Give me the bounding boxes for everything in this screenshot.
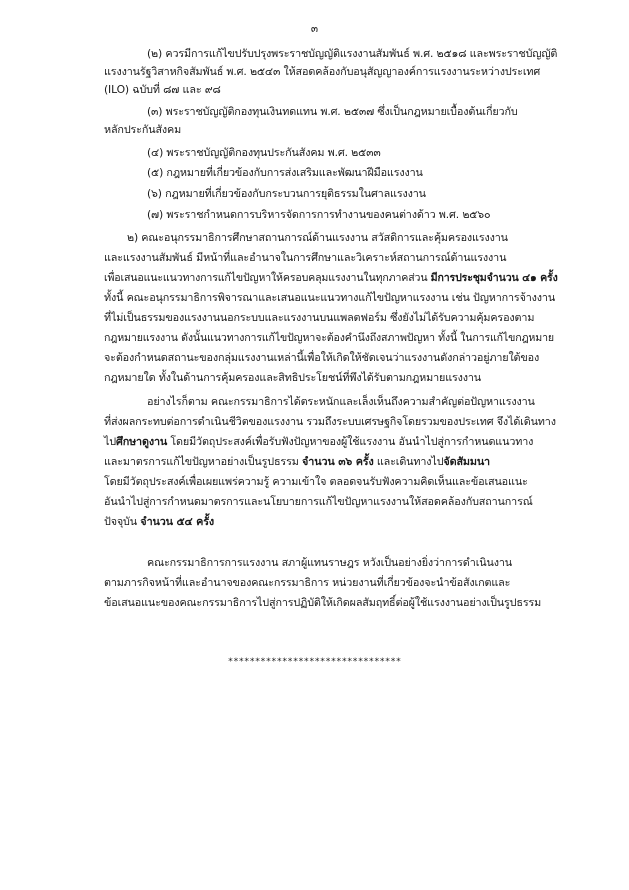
text-run: และมาตรการแก้ไขปัญหาอย่างเป็นรูปธรรม (104, 455, 302, 468)
text-line: แรงงานรัฐวิสาหกิจสัมพันธ์ พ.ศ. ๒๕๔๓ ให้สอดคล้องกับอนุสัญญาองค์การแรงงานระหว่างประเทศ (104, 65, 541, 78)
text-line: อย่างไรก็ตาม คณะกรรมาธิการได้ตระหนักและเล็งเห็นถึงความสำคัญต่อปัญหาแรงงาน (147, 395, 535, 408)
text-run: ปัจจุบัน (104, 515, 141, 528)
text-line (104, 513, 214, 531)
text-line: จะต้องกำหนดสถานะของกลุ่มแรงงานเหล่านี้เพื่อให้เกิดให้ชัดเจนว่าแรงงานดังกล่าวอยู่ภายใต้ของ (104, 351, 540, 364)
text-line: (๖) กฎหมายที่เกี่ยวข้องกับกระบวนการยุติธรรมในศาลแรงงาน (147, 187, 426, 200)
text-line: (๓) พระราชบัญญัติกองทุนเงินทดแทน พ.ศ. ๒๕๓๗ ซึ่งเป็นกฎหมายเบื้องต้นเกี่ยวกับ (147, 105, 518, 118)
text-line: ข้อเสนอแนะของคณะกรรมาธิการไปสู่การปฏิบัติให้เกิดผลสัมฤทธิ์ต่อผู้ใช้แรงงานอย่างเป็นรูปธรรม (104, 596, 542, 609)
text-line: ที่ไม่เป็นธรรมของแรงงานนอกระบบและแรงงานบนแพลตฟอร์ม ซึ่งยังไม่ได้รับความคุ้มครองตาม (104, 311, 535, 324)
text-line: (๕) กฎหมายที่เกี่ยวข้องกับการส่งเสริมและพัฒนาฝีมือแรงงาน (147, 166, 423, 179)
text-line: กฎหมายใด ทั้งในด้านการคุ้มครองและสิทธิประโยชน์ที่พึงได้รับตามกฎหมายแรงงาน (104, 371, 482, 384)
text-run: เพื่อเสนอแนะแนวทางการแก้ไขปัญหาให้ครอบคลุมแรงงานในทุกภาคส่วน (104, 272, 431, 284)
text-line: (๔) พระราชบัญญัติกองทุนประกันสังคม พ.ศ. ๒๕๓๓ (147, 146, 381, 159)
bold-text-run: จัดสัมมนา (443, 455, 490, 468)
page-number: ๓ (310, 23, 319, 35)
text-line: ที่ส่งผลกระทบต่อการดำเนินชีวิตของแรงงาน รวมถึงระบบเศรษฐกิจโดยรวมของประเทศ จึงได้เดินทาง (104, 415, 556, 428)
text-line: คณะกรรมาธิการการแรงงาน สภาผู้แทนราษฎร หวังเป็นอย่างยิ่งว่าการดำเนินงาน (147, 556, 512, 569)
text-line: โดยมีวัตถุประสงค์เพื่อเผยแพร่ความรู้ ความเข้าใจ ตลอดจนรับฟังความคิดเห็นและข้อเสนอแนะ (104, 475, 528, 488)
text-line: ๒) คณะอนุกรรมาธิการศึกษาสถานการณ์ด้านแรงงาน สวัสดิการและคุ้มครองแรงงาน (127, 231, 508, 244)
text-line (104, 433, 533, 451)
text-line: ตามภารกิจหน้าที่และอำนาจของคณะกรรมาธิการ หน่วยงานที่เกี่ยวข้องจะนำข้อสังเกตและ (104, 576, 511, 589)
text-line: ทั้งนี้ คณะอนุกรรมาธิการพิจารณาและเสนอแนะแนวทางแก้ไขปัญหาแรงงาน เช่น ปัญหาการจ้างงาน (104, 291, 556, 304)
bold-text-run: จำนวน ๓๖ ครั้ง (301, 455, 374, 468)
text-line: หลักประกันสังคม (104, 123, 182, 136)
separator-asterisks: ******************************** (227, 657, 402, 667)
bold-text-run: ศึกษาดูงาน (115, 435, 168, 448)
text-run: ไป (104, 435, 116, 448)
text-line (104, 453, 490, 471)
text-line (104, 269, 558, 287)
text-line: (๒) ควรมีการแก้ไขปรับปรุงพระราชบัญญัติแรงงานสัมพันธ์ พ.ศ. ๒๕๑๘ และพระราชบัญญัติ (147, 47, 558, 60)
text-line: อันนำไปสู่การกำหนดมาตรการและนโยบายการแก้ไขปัญหาแรงงานให้สอดคล้องกับสถานการณ์ (104, 495, 533, 508)
text-line: และแรงงานสัมพันธ์ มีหน้าที่และอำนาจในการศึกษาและวิเคราะห์สถานการณ์ด้านแรงงาน (104, 251, 507, 264)
text-line: (ILO) ฉบับที่ ๘๗ และ ๙๘ (104, 83, 221, 96)
text-line: กฎหมายแรงงาน ดังนั้นแนวทางการแก้ไขปัญหาจะต้องคำนึงถึงสภาพปัญหา ทั้งนี้ ในการแก้ไขกฎหมาย (104, 332, 554, 344)
text-run: โดยมีวัตถุประสงค์เพื่อรับฟังปัญหาของผู้ใช้แรงงาน อันนำไปสู่การกำหนดแนวทาง (167, 435, 534, 448)
text-line: (๗) พระราชกำหนดการบริหารจัดการการทำงานของคนต่างด้าว พ.ศ. ๒๕๖๐ (147, 208, 491, 221)
bold-text-run: มีการประชุมจำนวน ๔๑ ครั้ง (430, 272, 558, 284)
text-run: และเดินทางไป (373, 455, 444, 468)
bold-text-run: จำนวน ๕๔ ครั้ง (140, 515, 214, 528)
